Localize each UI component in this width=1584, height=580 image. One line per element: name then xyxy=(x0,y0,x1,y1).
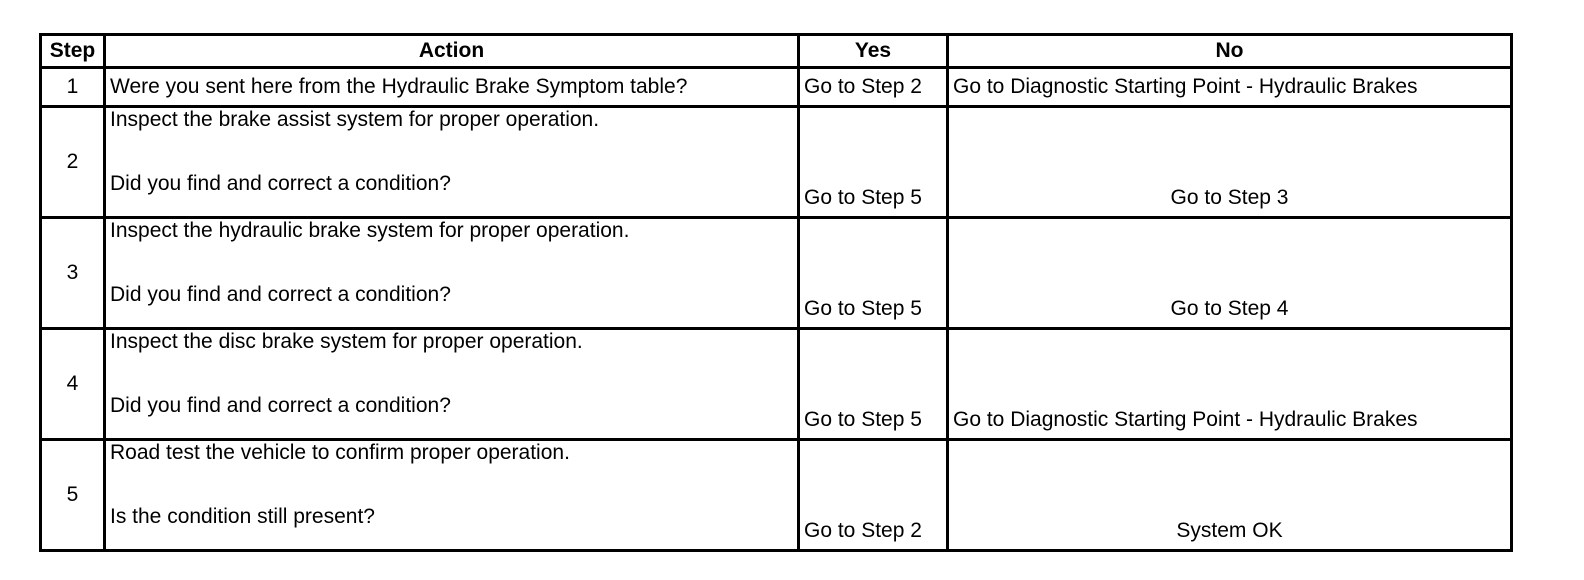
action-cell xyxy=(105,218,799,329)
table-row xyxy=(41,329,1512,440)
no-result: Go to Step 4 xyxy=(948,218,1512,329)
no-result: Go to Diagnostic Starting Point - Hydraulic Brakes xyxy=(948,68,1512,107)
action-instruction: Road test the vehicle to confirm proper operation. xyxy=(110,441,570,464)
action-question: Is the condition still present? xyxy=(110,505,375,528)
table-row xyxy=(41,68,1512,107)
header-yes: Yes xyxy=(799,35,948,68)
yes-result: Go to Step 5 xyxy=(799,329,948,440)
step-number: 4 xyxy=(41,329,105,440)
action-question: Did you find and correct a condition? xyxy=(110,172,451,195)
action-cell xyxy=(105,107,799,218)
action-instruction: Inspect the hydraulic brake system for proper operation. xyxy=(110,219,630,242)
yes-result: Go to Step 5 xyxy=(799,218,948,329)
no-result: Go to Step 3 xyxy=(948,107,1512,218)
step-number: 1 xyxy=(41,68,105,107)
header-no: No xyxy=(948,35,1512,68)
action-instruction: Inspect the disc brake system for proper operation. xyxy=(110,330,583,353)
step-number: 3 xyxy=(41,218,105,329)
header-step: Step xyxy=(41,35,105,68)
step-number: 5 xyxy=(41,440,105,551)
table-row xyxy=(41,107,1512,218)
action-question: Did you find and correct a condition? xyxy=(110,283,451,306)
action-question: Did you find and correct a condition? xyxy=(110,394,451,417)
action-cell xyxy=(105,440,799,551)
header-action: Action xyxy=(105,35,799,68)
no-result: System OK xyxy=(948,440,1512,551)
action-instruction: Inspect the brake assist system for proper operation. xyxy=(110,108,600,131)
table-row xyxy=(41,440,1512,551)
action-cell xyxy=(105,329,799,440)
diagnostic-table xyxy=(39,33,1513,552)
action-cell xyxy=(105,68,799,107)
table-row xyxy=(41,218,1512,329)
yes-result: Go to Step 5 xyxy=(799,107,948,218)
yes-result: Go to Step 2 xyxy=(799,440,948,551)
step-number: 2 xyxy=(41,107,105,218)
no-result: Go to Diagnostic Starting Point - Hydraulic Brakes xyxy=(948,329,1512,440)
header-row xyxy=(41,35,1512,68)
yes-result: Go to Step 2 xyxy=(799,68,948,107)
action-question: Were you sent here from the Hydraulic Brake Symptom table? xyxy=(110,75,688,98)
